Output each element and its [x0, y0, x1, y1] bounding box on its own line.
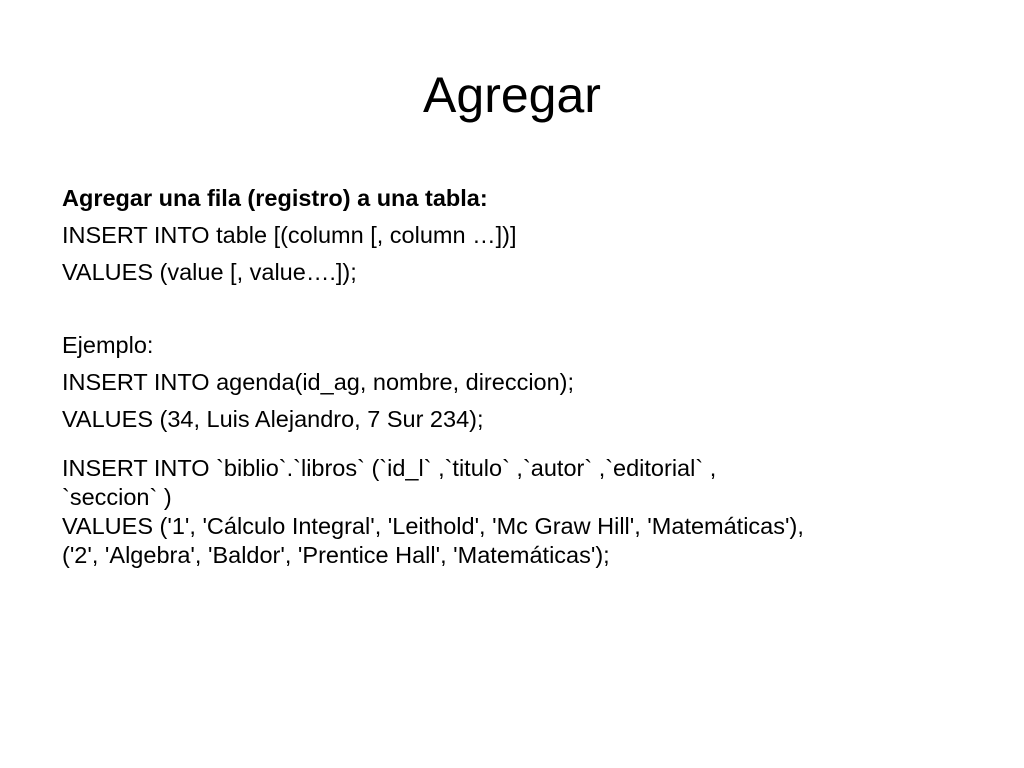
syntax-values-line: VALUES (value [, value….]);	[62, 259, 357, 285]
example-values-line: VALUES (34, Luis Alejandro, 7 Sur 234);	[62, 406, 484, 432]
sql-values-line-1: VALUES ('1', 'Cálculo Integral', 'Leithold', 'Mc Graw Hill', 'Matemáticas'),	[62, 513, 804, 539]
example-insert-line: INSERT INTO agenda(id_ag, nombre, direccion);	[62, 369, 575, 395]
syntax-insert-line: INSERT INTO table [(column [, column …])]	[62, 222, 517, 248]
sql-columns-continuation: `seccion` )	[62, 484, 172, 510]
sql-values-line-2: ('2', 'Algebra', 'Baldor', 'Prentice Hall', 'Matemáticas');	[62, 542, 610, 568]
slide-title: Agregar	[423, 67, 601, 123]
sql-example-block	[62, 454, 982, 570]
slide-content	[62, 180, 982, 570]
sql-insert-line: INSERT INTO `biblio`.`libros` (`id_l` ,`titulo` ,`autor` ,`editorial` ,	[62, 455, 717, 481]
syntax-heading: Agregar una fila (registro) a una tabla:	[62, 185, 488, 211]
spacer	[62, 438, 982, 454]
example-label: Ejemplo:	[62, 332, 154, 358]
spacer	[62, 291, 982, 327]
